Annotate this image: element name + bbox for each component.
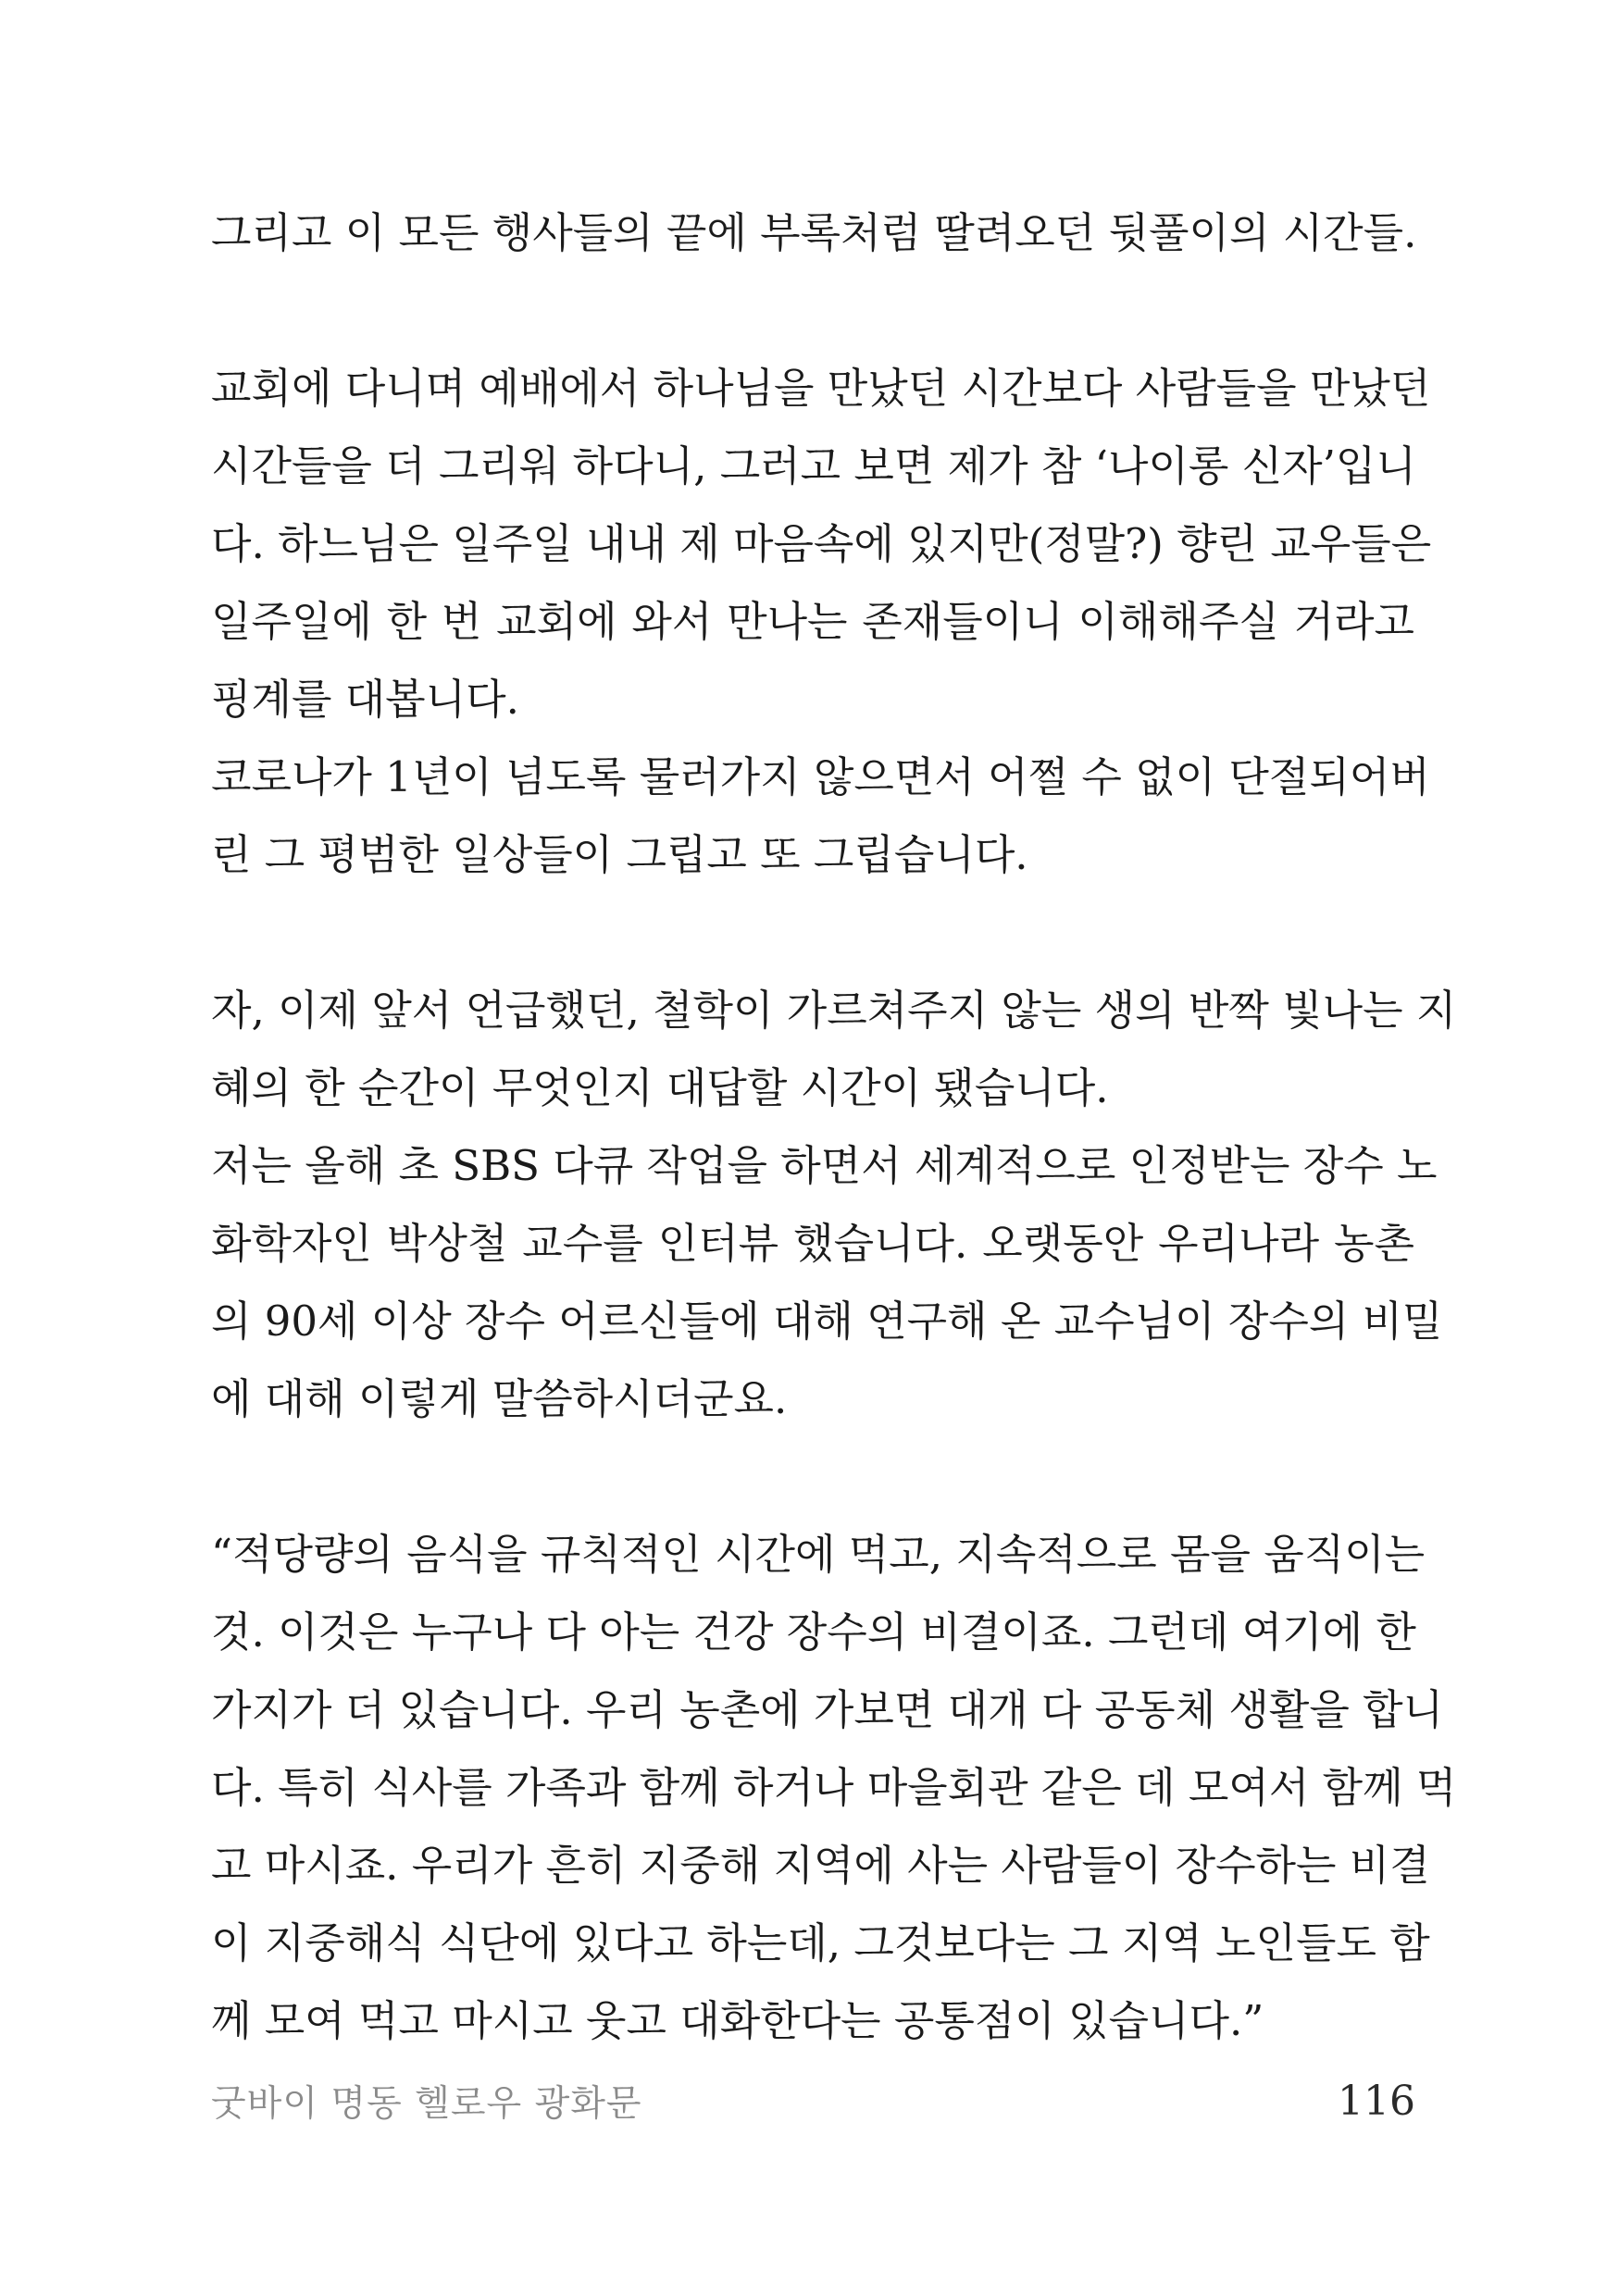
paragraph <box>211 194 1417 272</box>
text-line: 것. 이것은 누구나 다 아는 건강 장수의 비결이죠. 그런데 여기에 한 <box>211 1607 1416 1657</box>
text-line: 에 대해 이렇게 말씀하시더군요. <box>211 1374 788 1423</box>
paragraph <box>211 972 1457 1438</box>
text-line: 린 그 평범한 일상들이 그립고 또 그립습니다. <box>211 830 1028 879</box>
paragraph-gap <box>211 1438 1414 1516</box>
text-line: 의 90세 이상 장수 어르신들에 대해 연구해 온 교수님이 장수의 비밀 <box>211 1297 1443 1346</box>
text-line: 저는 올해 초 SBS 다큐 작업을 하면서 세계적으로 인정받는 장수 노 <box>211 1141 1438 1190</box>
text-line: 가지가 더 있습니다. 우리 농촌에 가보면 대개 다 공동체 생활을 합니 <box>211 1685 1444 1734</box>
text-line: 시간들을 더 그리워 하다니, 그러고 보면 제가 참 ‘나이롱 신자’입니 <box>211 441 1416 490</box>
text-line: 교회에 다니며 예배에서 하나님을 만났던 시간보다 사람들을 만났던 <box>211 364 1431 413</box>
text-line: 코로나가 1년이 넘도록 물러가지 않으면서 어쩔 수 없이 단절되어버 <box>211 752 1430 801</box>
page-footer <box>211 2073 1415 2128</box>
paragraph-gap <box>211 894 1414 972</box>
quote-paragraph <box>211 1516 1457 2060</box>
text-line: 다. 특히 식사를 가족과 함께 하거나 마을회관 같은 데 모여서 함께 먹 <box>211 1763 1457 1812</box>
text-line: 자, 이제 앞서 언급했던, 철학이 가르쳐주지 않는 생의 반짝 빛나는 지 <box>211 986 1457 1035</box>
text-line: 화학자인 박상철 교수를 인터뷰 했습니다. 오랫동안 우리나라 농촌 <box>211 1219 1414 1268</box>
body-text <box>211 194 1457 2060</box>
text-line: 그리고 이 모든 행사들의 끝에 부록처럼 딸려오던 뒷풀이의 시간들. <box>211 208 1417 257</box>
paragraph <box>211 350 1432 894</box>
text-line: 혜의 한 순간이 무엇인지 대답할 시간이 됐습니다. <box>211 1063 1109 1112</box>
text-line: “적당량의 음식을 규칙적인 시간에 먹고, 지속적으로 몸을 움직이는 <box>211 1530 1426 1579</box>
text-line: 다. 하느님은 일주일 내내 제 마음속에 있지만(정말?) 향린 교우들은 <box>211 519 1432 568</box>
text-line: 일주일에 한 번 교회에 와서 만나는 존재들이니 이해해주실 거라고 <box>211 597 1414 646</box>
book-title: 굿바이 명동 헬로우 광화문 <box>211 2083 642 2125</box>
page-number: 116 <box>1338 2077 1415 2125</box>
paragraph-gap <box>211 272 1414 350</box>
text-line: 이 지중해식 식단에 있다고 하는데, 그것보다는 그 지역 노인들도 함 <box>211 1918 1430 1967</box>
text-line: 핑계를 대봅니다. <box>211 675 519 724</box>
text-line: 께 모여 먹고 마시고 웃고 대화한다는 공통점이 있습니다.” <box>211 1996 1264 2045</box>
text-line: 고 마시죠. 우리가 흔히 지중해 지역에 사는 사람들이 장수하는 비결 <box>211 1841 1430 1890</box>
